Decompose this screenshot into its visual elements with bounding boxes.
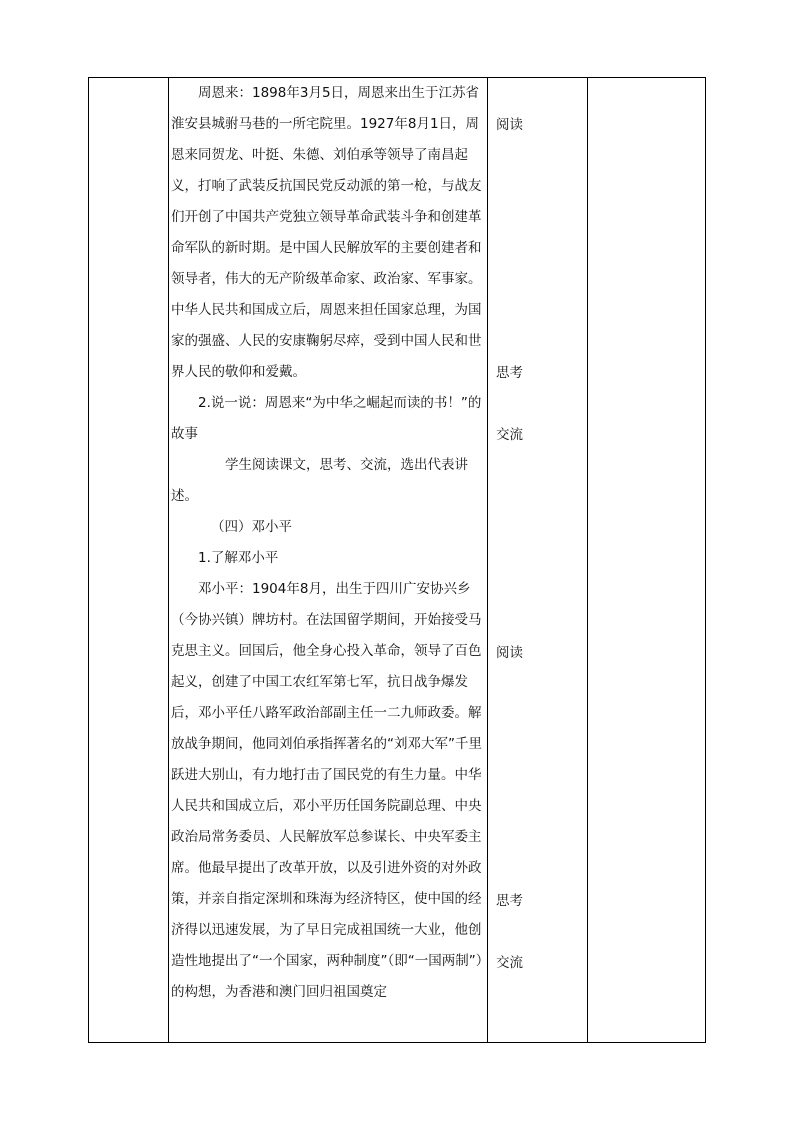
activity-think: 思考 (496, 365, 523, 381)
activity-exchange: 交流 (496, 955, 523, 971)
activity-think: 思考 (496, 893, 523, 909)
item-heading: 1.了解邓小平 (198, 550, 279, 566)
activity-read: 阅读 (496, 117, 523, 133)
section-heading: （四）邓小平 (211, 519, 292, 535)
teaching-content (171, 78, 485, 1008)
student-activity: 学生阅读课文，思考、交流，选出代表讲述。 (171, 457, 468, 504)
zhou-biography: 周恩来：1898年3月5日，周恩来出生于江苏省淮安县城驸马巷的一所宅院里。1927年8月1日，周恩来同贺龙、叶挺、朱德、刘伯承等领导了南昌起义，打响了武装反抗国民党反动派的第一枪，与战友们开创了中国共产党独立领导革命武装斗争和创建革命军队的新时期。是中国人民解放军的主要创建者和领导者，伟大的无产阶级革命家、政治家、军事家。 (171, 85, 482, 287)
lesson-table (88, 77, 706, 1043)
column-divider (487, 78, 488, 1042)
column-divider (168, 78, 169, 1042)
column-divider (587, 78, 588, 1042)
task-story: 2.说一说：周恩来“为中华之崛起而读的书！”的故事 (171, 395, 482, 442)
zhou-after-founding: 中华人民共和国成立后，周恩来担任国家总理，为国家的强盛、人民的安康鞠躬尽瘁，受到中国人民和世界人民的敬仰和爱戴。 (171, 302, 482, 380)
deng-biography: 邓小平：1904年8月，出生于四川广安协兴乡（今协兴镇）牌坊村。在法国留学期间，开始接受马克思主义。回国后，他全身心投入革命，领导了百色起义，创建了中国工农红军第七军，抗日战争爆发后，邓小平任八路军政治部副主任一二九师政委。解放战争期间，他同刘伯承指挥著名的“刘邓大军”千里跃进大别山，有力地打击了国民党的有生力量。中华人民共和国成立后，邓小平历任国务院副总理、中央政治局常务委员、人民解放军总参谋长、中央军委主席。他最早提出了改革开放，以及引进外资的对外政策，并亲自指定深圳和珠海为经济特区，使中国的经济得以迅速发展，为了早日完成祖国统一大业，他创造性地提出了“一个国家，两种制度”（即“一国两制”）的构想，为香港和澳门回归祖国奠定 (171, 581, 483, 1000)
activity-read: 阅读 (496, 645, 523, 661)
activity-exchange: 交流 (496, 427, 523, 443)
